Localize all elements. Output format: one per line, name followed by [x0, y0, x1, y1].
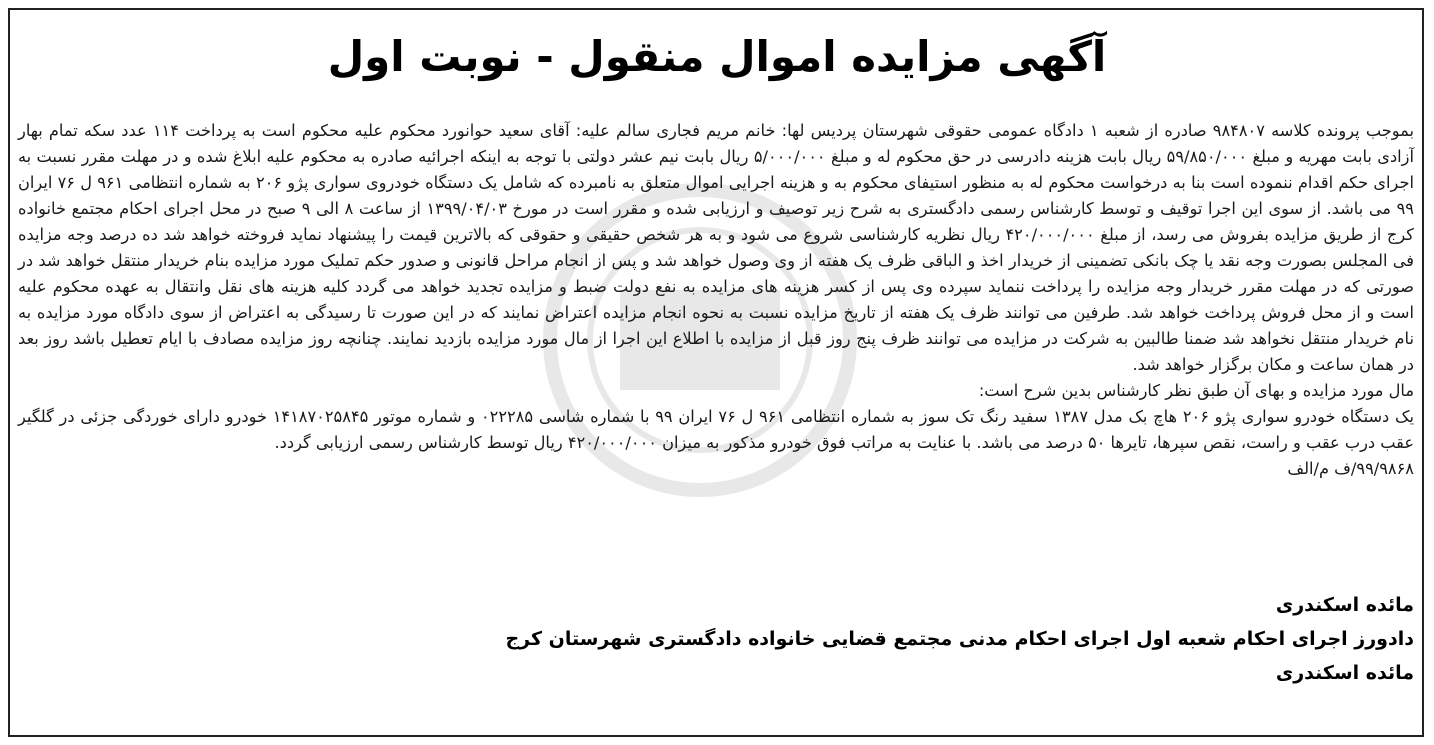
signer-position: دادورز اجرای احکام شعبه اول اجرای احکام مدنی مجتمع قضایی خانواده دادگستری شهرستان کرج: [505, 628, 1414, 650]
notice-title: آگهی مزایده اموال منقول - نوبت اول: [327, 32, 1107, 81]
main-paragraph: بموجب پرونده کلاسه ۹۸۴۸۰۷ صادره از شعبه ۱ دادگاه عمومی حقوقی شهرستان پردیس لها: خانم مریم فجاری سالم علیه: آقای سعید حوانورد محکوم علیه محکوم است به پرداخت ۱۱۴ عدد سکه تمام بهار آزادی بابت مهریه و مبلغ ۵۹/۸۵۰/۰۰۰ ریال بابت هزینه دادرسی در حق محکوم له و مبلغ ۵/۰۰۰/۰۰۰ ریال بابت نیم عشر دولتی با توجه به اینکه اجرائیه صادره به محکوم علیه ابلاغ شده و در مهلت مقرر نسبت به اجرای حکم اقدام ننموده است بنا به درخواست محکوم له به منظور استیفای محکوم به و هزینه اجرایی اموال متعلق به نامبرده که شامل یک دستگاه خودروی سواری پژو ۲۰۶ به شماره انتظامی ۹۶۱ ل ۷۶ ایران ۹۹ می باشد. از سوی این اجرا توقیف و توسط کارشناس رسمی دادگستری به شرح زیر توصیف و ارزیابی شده و مقرر است در مورخ ۱۳۹۹/۰۴/۰۳ از ساعت ۸ الی ۹ صبح در محل اجرای احکام مجتمع خانواده کرج از طریق مزایده بفروش می رسد، از مبلغ ۴۲۰/۰۰۰/۰۰۰ ریال نظریه کارشناسی شروع می شود و به هر شخص حقیقی و حقوقی که بالاترین قیمت را پیشنهاد نماید فروخته خواهد شد ده درصد وجه مزایده فی المجلس بصورت وجه نقد یا چک بانکی تضمینی از خریدار اخذ و الباقی ظرف یک هفته از وی وصول خواهد شد و پس از انجام مراحل قانونی و صدور حکم تملیک مورد مزایده بنام خریدار منتقل خواهد شد در صورتی که در مهلت مقرر خریدار وجه مزایده را پرداخت ننماید سپرده وی پس از کسر هزینه های مزایده به نفع دولت ضبط و مزایده تجدید خواهد می گردد کلیه هزینه های نقل وانتقال به عهده محکوم علیه است و از محل فروش پرداخت خواهد شد. طرفین می توانند ظرف یک هفته از تاریخ مزایده نسبت به نحوه انجام مزایده اعتراض نمایند که در این صورت تا رسیدگی به اعتراض از سوی دادگاه مورد مزایده به نام خریدار منتقل نخواهد شد ضمنا طالبین به شرکت در مزایده می توانند ظرف پنج روز قبل از مزایده با اطلاع این اجرا از مال مورد مزایده بازدید نمایند. چنانچه روز مزایده مصادف با ایام تعطیل باشد روز بعد در همان ساعت و مکان برگزار خواهد شد.: [18, 121, 1414, 374]
signer-name: مائده اسکندری: [1275, 594, 1414, 616]
signature-block: [18, 588, 1414, 690]
item-description: یک دستگاه خودرو سواری پژو ۲۰۶ هاچ بک مدل ۱۳۸۷ سفید رنگ تک سوز به شماره انتظامی ۹۶۱ ل ۷۶ ایران ۹۹ با شماره شاسی ۰۲۲۲۸۵ و شماره موتور ۱۴۱۸۷۰۲۵۸۴۵ خودرو دارای خوردگی جزئی در گلگیر عقب درب عقب و راست، نقص سپرها، تایرها ۵۰ درصد می باشد. با عنایت به مراتب فوق خودرو مذکور به میزان ۴۲۰/۰۰۰/۰۰۰ ریال توسط کارشناس رسمی ارزیابی گردد.: [18, 407, 1414, 452]
item-intro: مال مورد مزایده و بهای آن طبق نظر کارشناس بدین شرح است:: [978, 381, 1414, 400]
reference-number: ۹۹/۹۸۶۸/ف م/الف: [1287, 459, 1414, 478]
notice-body: [18, 118, 1414, 482]
signer-name-repeat: مائده اسکندری: [1275, 662, 1414, 684]
